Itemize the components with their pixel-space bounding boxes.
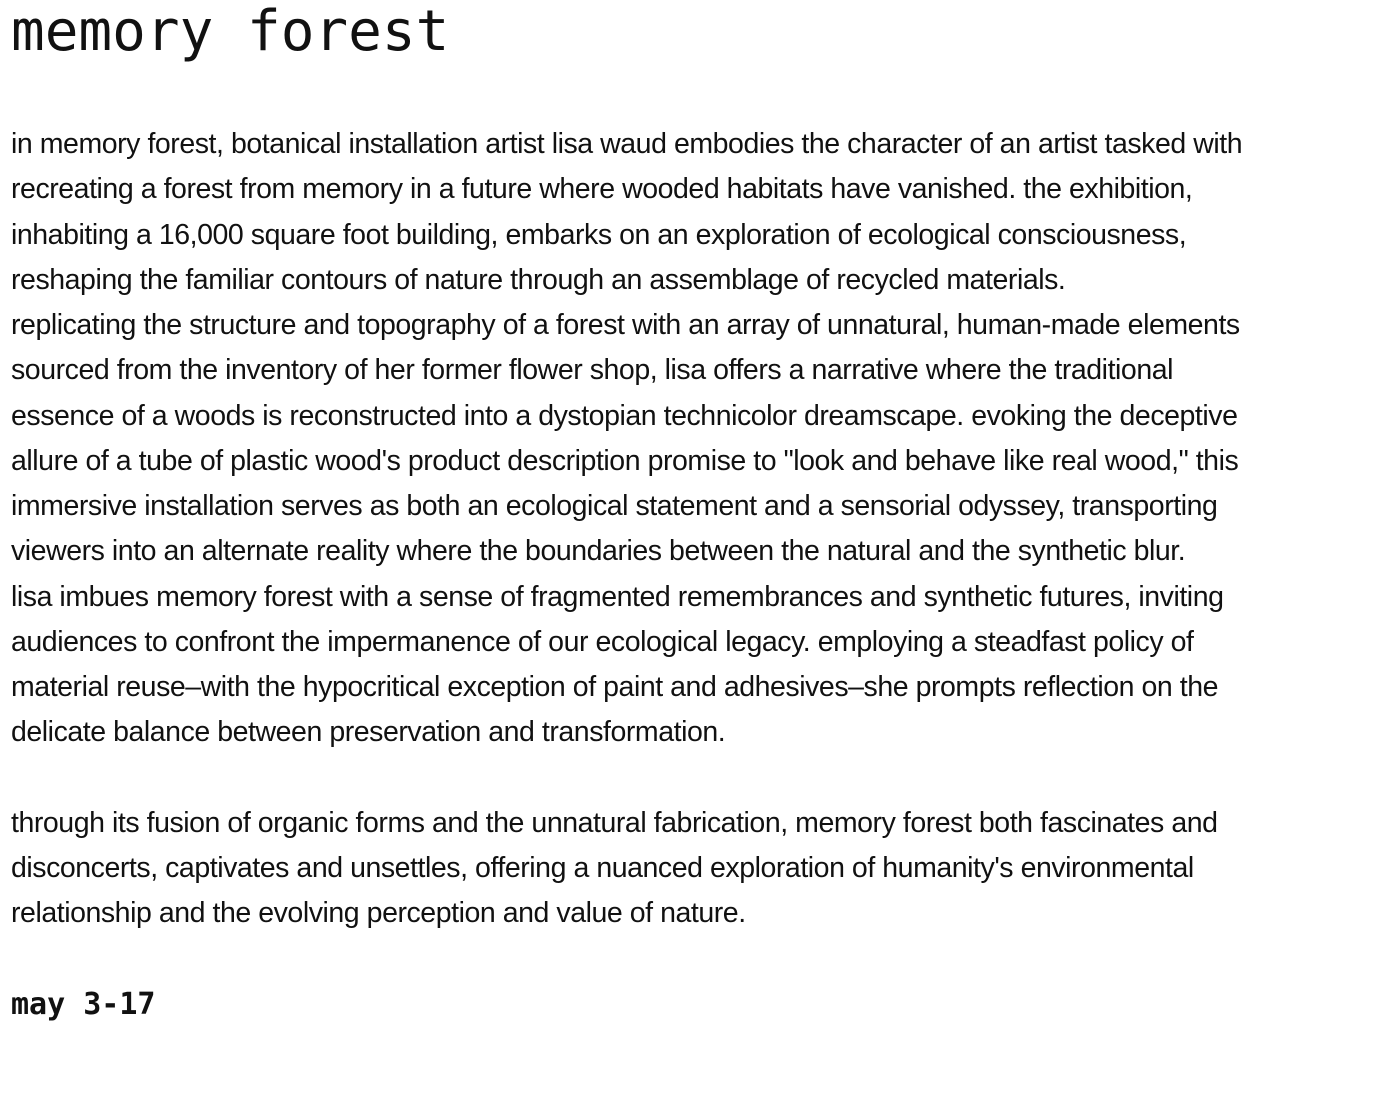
description-paragraph-3: lisa imbues memory forest with a sense of fragmented remembrances and synthetic futures, inviting audiences to confront the impermanence of our ecological legacy. employing a steadfast policy of material reuse–with the hypocritical exception of paint and adhesives–she prompts reflection on the delicate balance between preservation and transformation. <box>11 580 1224 749</box>
page-title: memory forest <box>11 0 450 64</box>
description-paragraph-4: through its fusion of organic forms and the unnatural fabrication, memory forest both fascinates and disconcerts, captivates and unsettles, offering a nuanced exploration of humanity's environmental relationship and the evolving perception and value of nature. <box>11 806 1218 930</box>
exhibition-page <box>11 0 1271 1023</box>
exhibition-description <box>11 122 1271 937</box>
description-paragraph-1: in memory forest, botanical installation artist lisa waud embodies the character of an artist tasked with recreating a forest from memory in a future where wooded habitats have vanished. the exhibition, inhabiting a 16,000 square foot building, embarks on an exploration of ecological consciousness, reshaping the familiar contours of nature through an assemblage of recycled materials. <box>11 128 1243 296</box>
description-paragraph-2: replicating the structure and topography of a forest with an array of unnatural, human-made elements sourced from the inventory of her former flower shop, lisa offers a narrative where the traditional essence of a woods is reconstructed into a dystopian technicolor dreamscape. evoking the deceptive allure of a tube of plastic wood's product description promise to "look and behave like real wood," this immersive installation serves as both an ecological statement and a sensorial odyssey, transporting viewers into an alternate reality where the boundaries between the natural and the synthetic blur. <box>11 309 1240 568</box>
exhibition-dates: may 3-17 <box>11 986 156 1022</box>
